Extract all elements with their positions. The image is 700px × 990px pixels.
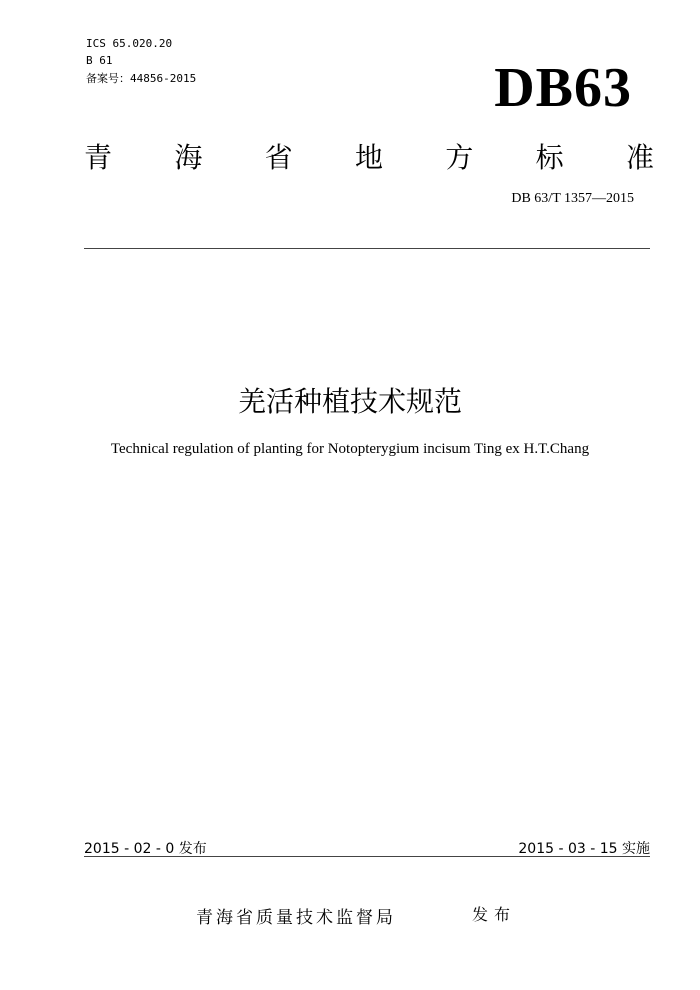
standard-type-char: 海 <box>174 141 203 174</box>
ccs-code: B 61 <box>86 54 113 67</box>
title-english: Technical regulation of planting for Notopterygium incisum Ting ex H.T.Chang <box>110 441 590 457</box>
release-date: 2015 - 02 - 0 发布 <box>84 841 207 857</box>
standard-type-char: 准 <box>625 141 654 174</box>
db63-logo: DB63 <box>494 57 632 119</box>
implementation-date: 2015 - 03 - 15 实施 <box>518 841 650 857</box>
issuing-authority: 青海省质量技术监督局 <box>196 908 396 928</box>
ics-code: ICS 65.020.20 <box>86 37 173 50</box>
standard-type-char: 方 <box>445 141 474 174</box>
title-chinese: 羌活种植技术规范 <box>237 385 462 418</box>
standard-type-title <box>84 136 654 176</box>
standard-number: DB 63/T 1357—2015 <box>511 191 634 206</box>
footer-divider <box>84 856 650 857</box>
standard-type-char: 标 <box>535 141 564 174</box>
header-divider <box>84 248 650 249</box>
filing-number: 备案号：44856-2015 <box>86 72 197 85</box>
standard-type-char: 地 <box>354 141 383 174</box>
standard-type-char: 青 <box>84 141 113 174</box>
standard-type-char: 省 <box>264 141 293 174</box>
issue-label: 发布 <box>472 905 517 924</box>
